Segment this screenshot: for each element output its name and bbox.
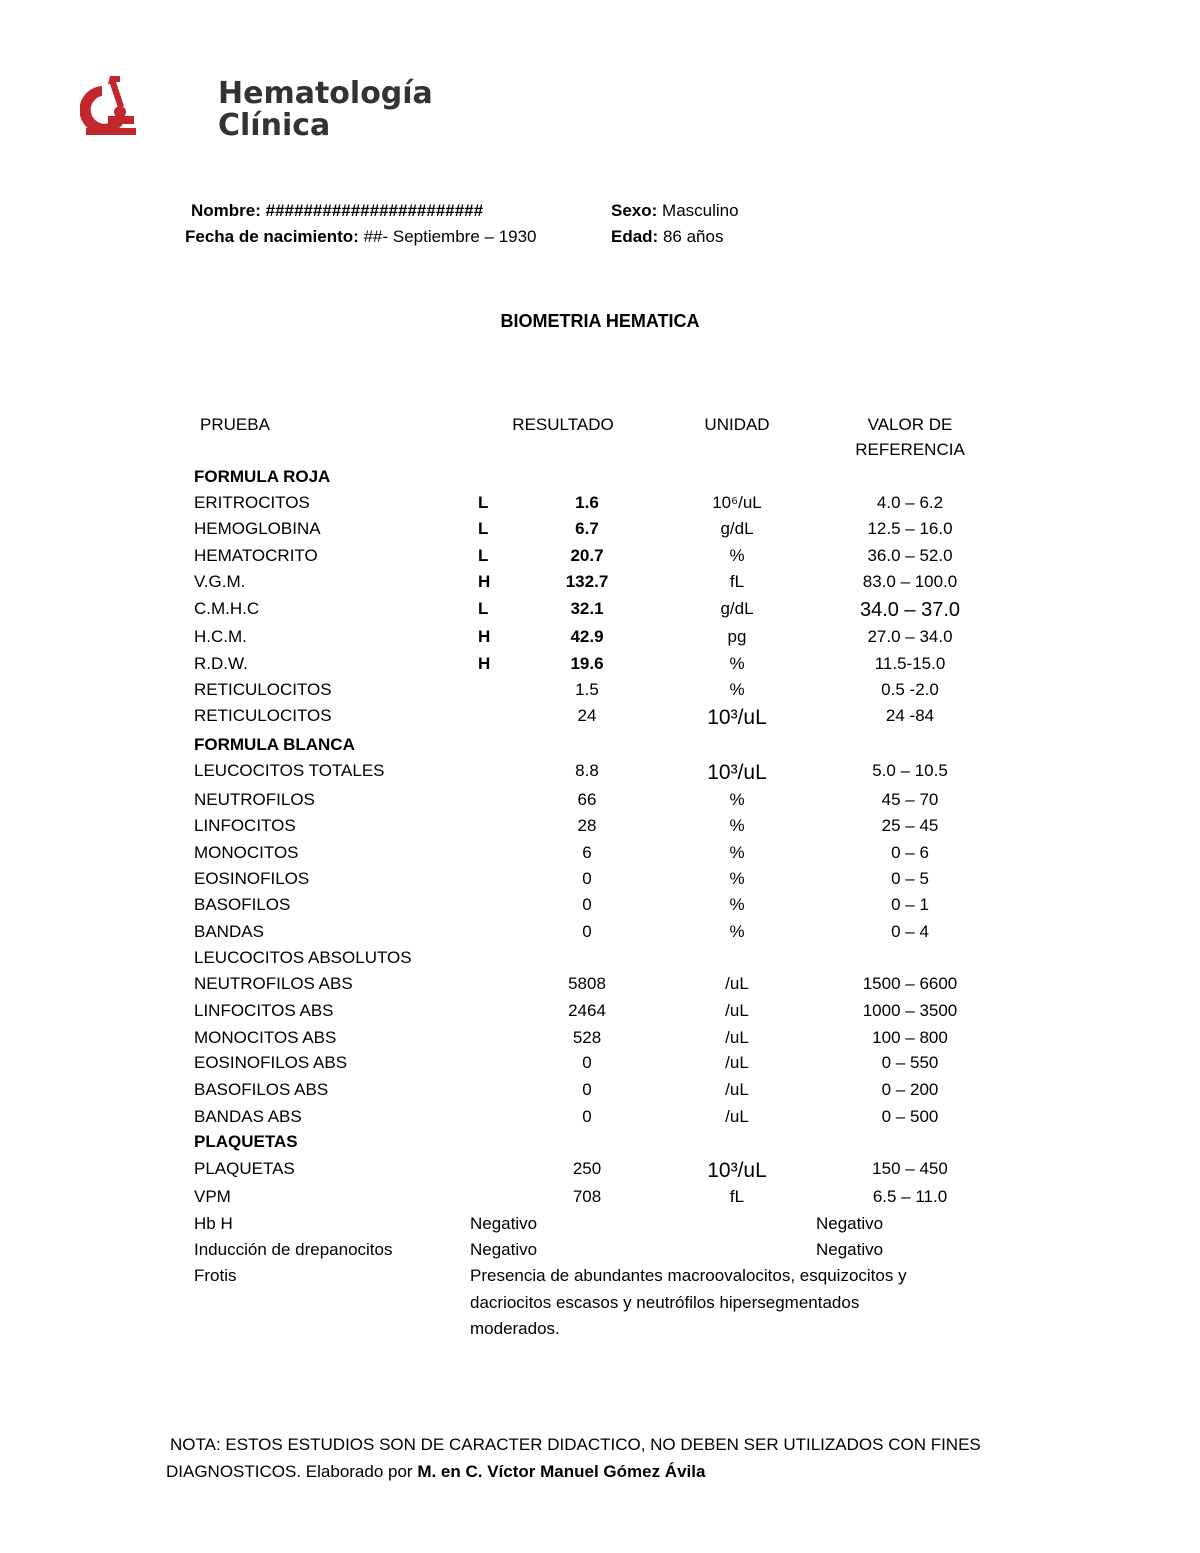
test-unit: % bbox=[729, 895, 745, 914]
column-header-test: PRUEBA bbox=[200, 415, 270, 434]
test-name: ERITROCITOS bbox=[194, 493, 310, 512]
table-row bbox=[0, 843, 1200, 869]
column-header-result: RESULTADO bbox=[512, 415, 614, 434]
table-row bbox=[0, 790, 1200, 816]
test-result: 132.7 bbox=[565, 572, 609, 591]
test-unit: /uL bbox=[725, 974, 749, 993]
test-name: HEMATOCRITO bbox=[194, 546, 318, 565]
patient-sex: Sexo: Masculino bbox=[611, 201, 739, 220]
frotis-label: Frotis bbox=[194, 1266, 237, 1285]
abnormal-flag: L bbox=[478, 546, 489, 565]
test-result: 24 bbox=[577, 706, 597, 725]
test-result: 6.7 bbox=[575, 519, 599, 538]
reference-value: 4.0 – 6.2 bbox=[876, 493, 944, 512]
test-result: 0 bbox=[582, 1053, 592, 1072]
test-name: Hb H bbox=[194, 1214, 233, 1233]
test-result: 66 bbox=[577, 790, 597, 809]
reference-value: 34.0 – 37.0 bbox=[859, 599, 961, 621]
table-row bbox=[0, 1001, 1200, 1027]
test-unit: pg bbox=[727, 627, 747, 646]
test-unit: fL bbox=[729, 1187, 745, 1206]
patient-age: Edad: 86 años bbox=[611, 227, 724, 246]
microscope-icon bbox=[80, 74, 136, 140]
table-row bbox=[0, 519, 1200, 545]
reference-value: 25 – 45 bbox=[881, 816, 939, 835]
test-unit: % bbox=[729, 790, 745, 809]
test-name: LEUCOCITOS ABSOLUTOS bbox=[194, 948, 412, 967]
test-result: 0 bbox=[582, 869, 592, 888]
test-unit: % bbox=[729, 843, 745, 862]
frotis-line-3: moderados. bbox=[470, 1319, 560, 1338]
section-header bbox=[0, 735, 1200, 761]
reference-value: 0 – 6 bbox=[891, 843, 929, 862]
table-row bbox=[0, 546, 1200, 572]
reference-value: 0 – 500 bbox=[881, 1107, 939, 1126]
reference-value: 24 -84 bbox=[885, 706, 935, 725]
test-unit: % bbox=[729, 680, 745, 699]
test-unit: 10⁶/uL bbox=[712, 493, 762, 512]
reference-value: 27.0 – 34.0 bbox=[867, 627, 953, 646]
test-result: 28 bbox=[577, 816, 597, 835]
test-result: 32.1 bbox=[570, 599, 604, 618]
section-title: FORMULA BLANCA bbox=[194, 735, 355, 754]
test-unit: g/dL bbox=[720, 599, 754, 618]
reference-value: 0 – 4 bbox=[891, 922, 929, 941]
reference-value: 150 – 450 bbox=[872, 1159, 948, 1178]
table-row bbox=[0, 1028, 1200, 1054]
table-row bbox=[0, 974, 1200, 1000]
test-name: VPM bbox=[194, 1187, 231, 1206]
logo-line-1: Hematología bbox=[218, 76, 433, 111]
author-name: M. en C. Víctor Manuel Gómez Ávila bbox=[417, 1462, 706, 1481]
test-unit: % bbox=[729, 546, 745, 565]
test-name: BASOFILOS ABS bbox=[194, 1080, 329, 1099]
test-result: 2464 bbox=[568, 1001, 606, 1020]
table-row bbox=[0, 816, 1200, 842]
test-result: 19.6 bbox=[570, 654, 604, 673]
test-name: LEUCOCITOS TOTALES bbox=[194, 761, 385, 780]
test-unit: 10³/uL bbox=[707, 1159, 767, 1182]
test-name: BANDAS bbox=[194, 922, 264, 941]
test-name: MONOCITOS bbox=[194, 843, 299, 862]
disclaimer-note-line-2: DIAGNOSTICOS. Elaborado por M. en C. Víctor Manuel Gómez Ávila bbox=[166, 1462, 706, 1481]
test-result: 0 bbox=[582, 895, 592, 914]
test-name: NEUTROFILOS ABS bbox=[194, 974, 353, 993]
reference-value: 0 – 1 bbox=[891, 895, 929, 914]
reference-value: 11.5-15.0 bbox=[874, 654, 946, 673]
test-name: EOSINOFILOS ABS bbox=[194, 1053, 348, 1072]
test-result: 1.6 bbox=[575, 493, 599, 512]
abnormal-flag: L bbox=[478, 493, 489, 512]
test-result: 42.9 bbox=[570, 627, 604, 646]
table-row bbox=[0, 1159, 1200, 1185]
test-result: 5808 bbox=[568, 974, 606, 993]
test-unit: 10³/uL bbox=[707, 706, 767, 729]
table-row bbox=[0, 948, 1200, 974]
test-unit: 10³/uL bbox=[707, 761, 767, 784]
test-name: V.G.M. bbox=[194, 572, 246, 591]
test-result: 708 bbox=[572, 1187, 602, 1206]
abnormal-flag: H bbox=[478, 654, 491, 673]
test-name: LINFOCITOS ABS bbox=[194, 1001, 334, 1020]
table-row bbox=[0, 922, 1200, 948]
table-row bbox=[0, 706, 1200, 732]
report-title: BIOMETRIA HEMATICA bbox=[500, 311, 700, 331]
test-unit: /uL bbox=[725, 1028, 749, 1047]
clinic-logo bbox=[80, 74, 433, 144]
reference-value: 45 – 70 bbox=[881, 790, 939, 809]
test-name: RETICULOCITOS bbox=[194, 706, 332, 725]
table-row bbox=[0, 654, 1200, 680]
reference-value: Negativo bbox=[816, 1240, 884, 1259]
reference-value: 83.0 – 100.0 bbox=[862, 572, 958, 591]
reference-value: 1500 – 6600 bbox=[862, 974, 958, 993]
section-title: PLAQUETAS bbox=[194, 1132, 298, 1151]
test-unit: /uL bbox=[725, 1053, 749, 1072]
table-row bbox=[0, 572, 1200, 598]
test-result: 0 bbox=[582, 922, 592, 941]
test-name: EOSINOFILOS bbox=[194, 869, 310, 888]
test-result: 8.8 bbox=[575, 761, 599, 780]
reference-value: Negativo bbox=[816, 1214, 884, 1233]
table-row bbox=[0, 895, 1200, 921]
table-row bbox=[0, 1214, 1200, 1240]
patient-dob: Fecha de nacimiento: ##- Septiembre – 1930 bbox=[185, 227, 537, 246]
test-name: BANDAS ABS bbox=[194, 1107, 302, 1126]
abnormal-flag: L bbox=[478, 519, 489, 538]
test-unit: /uL bbox=[725, 1080, 749, 1099]
abnormal-flag: H bbox=[478, 627, 491, 646]
patient-name: Nombre: ####################### bbox=[191, 201, 484, 220]
abnormal-flag: L bbox=[478, 599, 489, 618]
table-row bbox=[0, 1240, 1200, 1266]
test-name: H.C.M. bbox=[194, 627, 247, 646]
table-row bbox=[0, 1080, 1200, 1106]
reference-value: 0 – 5 bbox=[891, 869, 929, 888]
reference-value: 100 – 800 bbox=[872, 1028, 948, 1047]
test-unit: /uL bbox=[725, 1001, 749, 1020]
reference-value: 0.5 -2.0 bbox=[881, 680, 939, 699]
frotis-line-1: Presencia de abundantes macroovalocitos, esquizocitos y bbox=[470, 1266, 907, 1285]
column-header-reference: VALOR DE bbox=[867, 415, 953, 434]
reference-value: 0 – 550 bbox=[881, 1053, 939, 1072]
test-name: RETICULOCITOS bbox=[194, 680, 332, 699]
table-row bbox=[0, 680, 1200, 706]
test-unit: fL bbox=[729, 572, 745, 591]
test-result: 250 bbox=[572, 1159, 602, 1178]
test-name: R.D.W. bbox=[194, 654, 248, 673]
test-unit: % bbox=[729, 922, 745, 941]
disclaimer-note-line-1: NOTA: ESTOS ESTUDIOS SON DE CARACTER DIDACTICO, NO DEBEN SER UTILIZADOS CON FINES bbox=[170, 1435, 981, 1454]
test-unit: g/dL bbox=[720, 519, 754, 538]
test-result: 20.7 bbox=[570, 546, 604, 565]
table-row bbox=[0, 493, 1200, 519]
test-unit: % bbox=[729, 816, 745, 835]
test-name: HEMOGLOBINA bbox=[194, 519, 321, 538]
reference-value: 5.0 – 10.5 bbox=[872, 761, 948, 780]
test-name: LINFOCITOS bbox=[194, 816, 296, 835]
reference-value: 36.0 – 52.0 bbox=[867, 546, 953, 565]
section-header bbox=[0, 1132, 1200, 1158]
reference-value: 12.5 – 16.0 bbox=[867, 519, 953, 538]
reference-value: 0 – 200 bbox=[881, 1080, 939, 1099]
section-title: FORMULA ROJA bbox=[194, 467, 331, 486]
test-name: MONOCITOS ABS bbox=[194, 1028, 337, 1047]
table-row bbox=[0, 599, 1200, 625]
frotis-line-2: dacriocitos escasos y neutrófilos hipersegmentados bbox=[470, 1293, 860, 1312]
logo-line-2: Clínica bbox=[218, 108, 331, 143]
column-header-unit: UNIDAD bbox=[704, 415, 770, 434]
test-unit: % bbox=[729, 654, 745, 673]
table-row bbox=[0, 869, 1200, 895]
test-name: NEUTROFILOS bbox=[194, 790, 315, 809]
test-name: BASOFILOS bbox=[194, 895, 291, 914]
test-unit: % bbox=[729, 869, 745, 888]
test-result: Negativo bbox=[470, 1214, 538, 1233]
test-name: PLAQUETAS bbox=[194, 1159, 295, 1178]
table-row bbox=[0, 1053, 1200, 1079]
section-header bbox=[0, 467, 1200, 493]
column-header-reference-2: REFERENCIA bbox=[855, 440, 965, 459]
reference-value: 6.5 – 11.0 bbox=[872, 1187, 948, 1206]
test-result: 1.5 bbox=[575, 680, 599, 699]
test-name: Inducción de drepanocitos bbox=[194, 1240, 393, 1259]
table-row bbox=[0, 1187, 1200, 1213]
test-result: 6 bbox=[582, 843, 592, 862]
test-result: 0 bbox=[582, 1107, 592, 1126]
test-result: 0 bbox=[582, 1080, 592, 1099]
test-unit: /uL bbox=[725, 1107, 749, 1126]
table-row bbox=[0, 761, 1200, 787]
test-result: Negativo bbox=[470, 1240, 538, 1259]
test-name: C.M.H.C bbox=[194, 599, 260, 618]
test-result: 528 bbox=[572, 1028, 602, 1047]
table-row bbox=[0, 1107, 1200, 1133]
table-row bbox=[0, 627, 1200, 653]
abnormal-flag: H bbox=[478, 572, 491, 591]
reference-value: 1000 – 3500 bbox=[862, 1001, 958, 1020]
